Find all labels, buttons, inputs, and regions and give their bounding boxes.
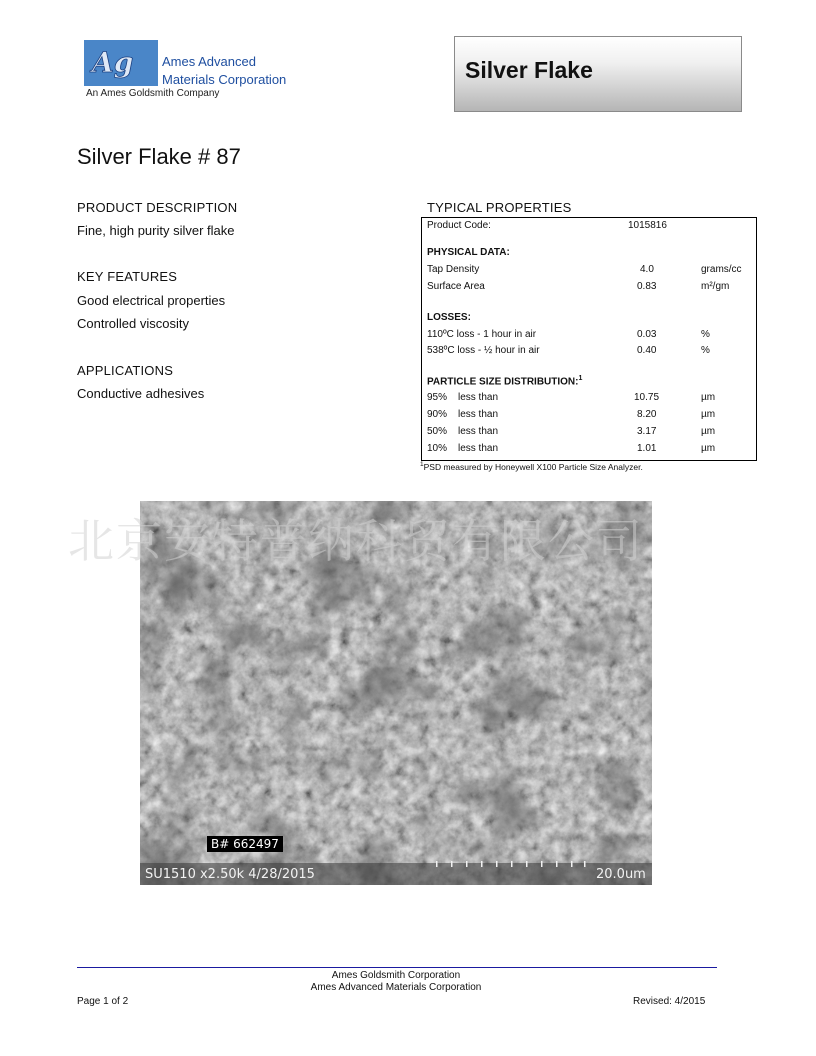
- sem-scale-bar: [436, 859, 586, 869]
- revision-date: Revised: 4/2015: [633, 996, 706, 1007]
- properties-heading: TYPICAL PROPERTIES: [427, 200, 572, 215]
- psd-heading-text: PARTICLE SIZE DISTRIBUTION:: [427, 376, 579, 388]
- page-title: Silver Flake # 87: [77, 144, 241, 169]
- psd-value: 3.17: [637, 426, 657, 437]
- description-heading: PRODUCT DESCRIPTION: [77, 200, 238, 215]
- logo-text: Ag: [92, 46, 134, 79]
- psd-superscript: 1: [578, 375, 583, 382]
- footer-divider: [77, 967, 717, 968]
- psd-label: less than: [458, 443, 499, 454]
- watermark: 北京安特普纳科贸有限公司: [68, 514, 644, 568]
- psd-percent: 10%: [427, 443, 448, 454]
- sem-instrument-info: SU1510 x2.50k 4/28/2015: [145, 867, 315, 882]
- property-value: 0.83: [637, 281, 657, 292]
- property-unit: %: [701, 329, 710, 340]
- properties-table: [421, 217, 757, 461]
- description-text: Fine, high purity silver flake: [77, 223, 235, 238]
- banner-title: Silver Flake: [465, 57, 593, 83]
- feature-item: Controlled viscosity: [77, 316, 189, 331]
- property-value: 0.03: [637, 329, 657, 340]
- psd-unit: µm: [701, 426, 716, 437]
- application-item: Conductive adhesives: [77, 386, 205, 401]
- product-code-value: 1015816: [628, 220, 667, 231]
- page-number: Page 1 of 2: [77, 996, 129, 1007]
- psd-label: less than: [458, 392, 499, 403]
- footer-company-line1: Ames Goldsmith Corporation: [331, 970, 461, 981]
- property-label: 538ºC loss - ½ hour in air: [427, 345, 540, 356]
- sem-scale-label: 20.0um: [596, 867, 646, 882]
- psd-percent: 95%: [427, 392, 448, 403]
- property-value: 0.40: [637, 345, 657, 356]
- psd-value: 1.01: [637, 443, 657, 454]
- psd-unit: µm: [701, 392, 716, 403]
- features-heading: KEY FEATURES: [77, 269, 178, 284]
- property-label: 110ºC loss - 1 hour in air: [427, 329, 537, 340]
- property-label: Tap Density: [427, 264, 480, 275]
- company-name-line1: Ames Advanced: [162, 54, 256, 69]
- property-unit: %: [701, 345, 710, 356]
- company-name: [162, 53, 286, 89]
- footer-company-line2: Ames Advanced Materials Corporation: [310, 982, 482, 993]
- psd-value: 8.20: [637, 409, 657, 420]
- psd-unit: µm: [701, 443, 716, 454]
- company-subtitle: An Ames Goldsmith Company: [86, 88, 220, 99]
- product-code-label: Product Code:: [427, 220, 491, 231]
- title-banner: [454, 36, 742, 112]
- physical-heading: PHYSICAL DATA:: [427, 247, 510, 258]
- psd-label: less than: [458, 426, 499, 437]
- company-name-line2: Materials Corporation: [162, 72, 287, 87]
- footnote-mark: 1: [420, 461, 424, 468]
- ag-logo-icon: [84, 40, 158, 86]
- property-unit: m²/gm: [701, 281, 730, 292]
- psd-percent: 50%: [427, 426, 448, 437]
- applications-heading: APPLICATIONS: [77, 363, 174, 378]
- property-label: Surface Area: [427, 281, 485, 292]
- psd-heading: [427, 375, 582, 387]
- footnote-text: PSD measured by Honeywell X100 Particle Size Analyzer.: [423, 461, 643, 472]
- psd-unit: µm: [701, 409, 716, 420]
- psd-footnote: [420, 461, 643, 472]
- psd-value: 10.75: [634, 392, 660, 403]
- sem-sample-id: B# 662497: [207, 836, 283, 852]
- psd-label: less than: [458, 409, 499, 420]
- losses-heading: LOSSES:: [427, 312, 471, 323]
- property-unit: grams/cc: [701, 264, 742, 275]
- feature-item: Good electrical properties: [77, 293, 226, 308]
- psd-percent: 90%: [427, 409, 448, 420]
- property-value: 4.0: [640, 264, 654, 275]
- company-logo: [84, 40, 158, 86]
